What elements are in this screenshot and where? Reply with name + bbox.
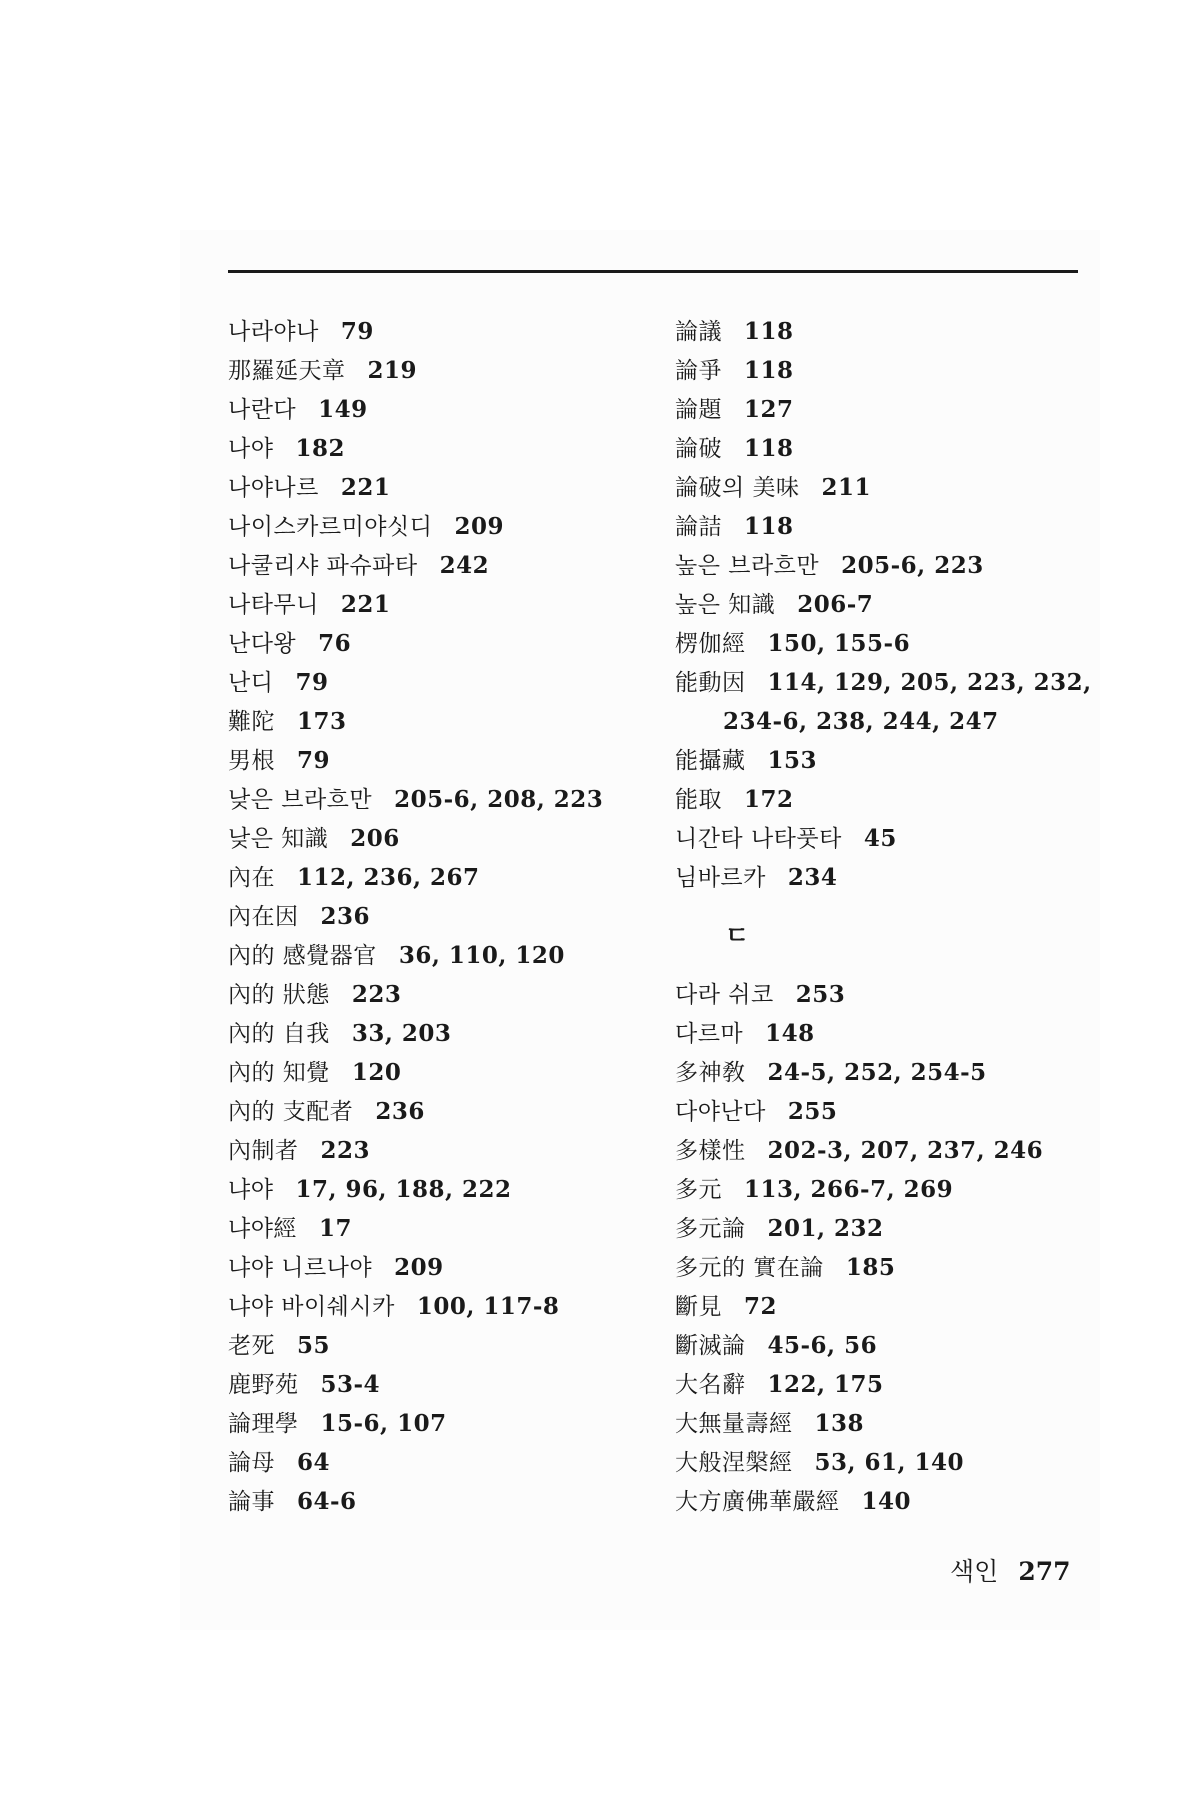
index-entry — [228, 1287, 648, 1326]
entry-pages: 36, 110, 120 — [398, 942, 565, 969]
entry-term: 內在 — [228, 865, 275, 891]
entry-pages: 45-6, 56 — [767, 1332, 878, 1359]
index-entry — [675, 1014, 1095, 1053]
entry-term: 多元論 — [675, 1216, 746, 1242]
index-entry — [228, 1053, 648, 1092]
index-entry — [228, 468, 648, 507]
index-entry — [675, 663, 1095, 702]
index-entry — [228, 780, 648, 819]
entry-term: 能動因 — [675, 670, 746, 696]
entry-term: 老死 — [228, 1333, 275, 1359]
entry-pages: 114, 129, 205, 223, 232, — [767, 669, 1092, 696]
entry-pages: 113, 266-7, 269 — [744, 1176, 954, 1203]
index-entry — [228, 1092, 648, 1131]
entry-term: 斷見 — [675, 1294, 722, 1320]
entry-pages: 112, 236, 267 — [297, 864, 480, 891]
index-entry — [675, 1326, 1095, 1365]
entry-pages: 221 — [340, 591, 391, 618]
entry-term: 多樣性 — [675, 1138, 746, 1164]
entry-term: 男根 — [228, 748, 275, 774]
index-entry — [675, 975, 1095, 1014]
entry-pages: 205-6, 223 — [841, 552, 984, 579]
index-entry — [228, 1170, 648, 1209]
index-entry — [228, 897, 648, 936]
entry-pages: 150, 155-6 — [767, 630, 911, 657]
index-column-right — [675, 312, 1095, 1521]
entry-term: 大無量壽經 — [675, 1411, 793, 1437]
section-heading: ㄷ — [725, 921, 750, 950]
index-entry — [675, 624, 1095, 663]
entry-term: 냐야 니르나야 — [228, 1255, 373, 1281]
entry-pages: 118 — [744, 318, 794, 345]
entry-term: 論破 — [675, 436, 722, 462]
index-entry — [675, 1131, 1095, 1170]
index-entry-continuation — [675, 702, 1095, 741]
entry-pages: 127 — [744, 396, 794, 423]
entry-term: 다라 쉬코 — [675, 982, 774, 1008]
entry-term: 那羅延天章 — [228, 358, 346, 384]
page-number: 277 — [1018, 1557, 1071, 1586]
entry-pages: 205-6, 208, 223 — [394, 786, 604, 813]
entry-term: 나쿨리샤 파슈파타 — [228, 553, 418, 579]
entry-pages: 79 — [297, 747, 331, 774]
index-entry — [228, 1404, 648, 1443]
entry-term: 나란다 — [228, 397, 297, 423]
index-entry — [675, 780, 1095, 819]
index-entry — [228, 624, 648, 663]
entry-term: 님바르카 — [675, 865, 766, 891]
index-entry — [228, 1326, 648, 1365]
entry-pages: 118 — [744, 513, 794, 540]
entry-term: 論議 — [675, 319, 722, 345]
entry-term: 다르마 — [675, 1021, 744, 1047]
entry-term: 나라야나 — [228, 319, 319, 345]
entry-pages: 140 — [861, 1488, 912, 1515]
entry-pages: 79 — [295, 669, 329, 696]
index-entry — [228, 1131, 648, 1170]
entry-pages: 17, 96, 188, 222 — [295, 1176, 512, 1203]
index-entry — [228, 819, 648, 858]
index-entry — [228, 351, 648, 390]
entry-pages: 148 — [765, 1020, 815, 1047]
entry-pages: 45 — [863, 825, 897, 852]
entry-pages: 118 — [744, 357, 794, 384]
index-entry — [228, 975, 648, 1014]
index-entry — [228, 390, 648, 429]
index-entry — [675, 429, 1095, 468]
entry-pages: 33, 203 — [351, 1020, 452, 1047]
index-entry — [228, 936, 648, 975]
entry-term: 楞伽經 — [675, 631, 746, 657]
entry-pages: 138 — [814, 1410, 865, 1437]
entry-pages: 209 — [394, 1254, 444, 1281]
entry-pages: 236 — [320, 903, 371, 930]
entry-pages: 55 — [297, 1332, 331, 1359]
entry-pages: 172 — [744, 786, 794, 813]
entry-term: 難陀 — [228, 709, 275, 735]
index-entry — [228, 429, 648, 468]
index-entry — [675, 1482, 1095, 1521]
entry-pages: 206-7 — [797, 591, 874, 618]
entry-pages: 219 — [367, 357, 418, 384]
entry-term: 大方廣佛華嚴經 — [675, 1489, 840, 1515]
entry-term: 냐야 바이쉐시카 — [228, 1294, 395, 1320]
index-entry — [675, 1209, 1095, 1248]
entry-term: 內的 支配者 — [228, 1099, 354, 1125]
entry-term: 多元的 實在論 — [675, 1255, 824, 1281]
index-entry — [675, 390, 1095, 429]
index-entry — [228, 507, 648, 546]
index-entry — [675, 507, 1095, 546]
entry-pages: 209 — [454, 513, 504, 540]
index-entry — [228, 1248, 648, 1287]
entry-term: 大名辭 — [675, 1372, 746, 1398]
entry-pages: 255 — [787, 1098, 838, 1125]
header-rule — [228, 270, 1078, 273]
entry-pages: 221 — [340, 474, 391, 501]
entry-term: 낮은 브라흐만 — [228, 787, 373, 813]
entry-pages: 64-6 — [297, 1488, 357, 1515]
entry-term: 나이스카르미야싯디 — [228, 514, 433, 540]
entry-pages: 242 — [439, 552, 490, 579]
entry-pages: 153 — [767, 747, 818, 774]
index-column-left — [228, 312, 648, 1521]
entry-pages: 253 — [795, 981, 846, 1008]
entry-term: 論題 — [675, 397, 722, 423]
entry-pages: 206 — [350, 825, 400, 852]
entry-pages: 202-3, 207, 237, 246 — [767, 1137, 1044, 1164]
entry-pages: 24-5, 252, 254-5 — [767, 1059, 987, 1086]
entry-term: 論事 — [228, 1489, 275, 1515]
index-entry — [675, 1092, 1095, 1131]
entry-pages: 120 — [351, 1059, 402, 1086]
index-entry — [228, 1482, 648, 1521]
entry-term: 論爭 — [675, 358, 722, 384]
entry-term: 난디 — [228, 670, 274, 696]
index-entry — [228, 1365, 648, 1404]
entry-pages: 53-4 — [320, 1371, 381, 1398]
index-entry — [675, 1443, 1095, 1482]
entry-term: 內的 自我 — [228, 1021, 330, 1047]
page-footer — [950, 1552, 1071, 1588]
entry-pages: 79 — [340, 318, 374, 345]
entry-pages: 173 — [297, 708, 347, 735]
index-entry — [675, 1287, 1095, 1326]
entry-term: 論母 — [228, 1450, 275, 1476]
entry-pages: 122, 175 — [767, 1371, 884, 1398]
index-entry — [675, 351, 1095, 390]
entry-term: 論詰 — [675, 514, 722, 540]
entry-term: 斷滅論 — [675, 1333, 746, 1359]
index-entry — [228, 858, 648, 897]
entry-term: 높은 브라흐만 — [675, 553, 820, 579]
entry-pages: 15-6, 107 — [320, 1410, 447, 1437]
entry-pages: 185 — [845, 1254, 896, 1281]
index-entry — [675, 1365, 1095, 1404]
entry-term: 多神敎 — [675, 1060, 746, 1086]
index-entry — [228, 1209, 648, 1248]
entry-term: 論理學 — [228, 1411, 299, 1437]
entry-term: 內在因 — [228, 904, 299, 930]
entry-term: 냐야經 — [228, 1216, 297, 1242]
entry-pages: 223 — [351, 981, 402, 1008]
index-entry — [675, 741, 1095, 780]
entry-term: 內的 狀態 — [228, 982, 330, 1008]
index-entry — [228, 1443, 648, 1482]
entry-term: 內的 知覺 — [228, 1060, 330, 1086]
entry-pages: 182 — [295, 435, 345, 462]
entry-pages: 201, 232 — [767, 1215, 884, 1242]
index-entry — [228, 585, 648, 624]
index-entry — [675, 1170, 1095, 1209]
entry-term: 鹿野苑 — [228, 1372, 299, 1398]
entry-term: 內的 感覺器官 — [228, 943, 377, 969]
entry-pages: 17 — [318, 1215, 352, 1242]
index-entry — [675, 858, 1095, 897]
entry-term: 난다왕 — [228, 631, 297, 657]
entry-term: 나야 — [228, 436, 274, 462]
entry-term: 能攝藏 — [675, 748, 746, 774]
entry-term: 다야난다 — [675, 1099, 766, 1125]
entry-term: 니간타 나타풋타 — [675, 826, 842, 852]
index-entry — [675, 546, 1095, 585]
index-entry — [675, 1248, 1095, 1287]
entry-pages: 118 — [744, 435, 794, 462]
entry-pages: 223 — [320, 1137, 371, 1164]
index-entry — [675, 1404, 1095, 1443]
index-entry — [228, 312, 648, 351]
index-entry — [675, 468, 1095, 507]
entry-term: 높은 知識 — [675, 592, 776, 618]
index-entry — [675, 1053, 1095, 1092]
entry-pages: 149 — [318, 396, 368, 423]
index-entry — [228, 702, 648, 741]
entry-term: 냐야 — [228, 1177, 274, 1203]
entry-pages: 234 — [787, 864, 838, 891]
index-entry — [675, 819, 1095, 858]
index-entry — [675, 585, 1095, 624]
index-entry — [675, 312, 1095, 351]
footer-label: 색인 — [950, 1557, 999, 1586]
entry-pages: 53, 61, 140 — [814, 1449, 965, 1476]
entry-term: 낮은 知識 — [228, 826, 329, 852]
entry-term: 論破의 美味 — [675, 475, 800, 501]
index-entry — [228, 741, 648, 780]
entry-term: 多元 — [675, 1177, 722, 1203]
entry-term: 나타무니 — [228, 592, 319, 618]
index-entry — [228, 1014, 648, 1053]
entry-pages: 76 — [318, 630, 352, 657]
entry-pages: 234-6, 238, 244, 247 — [723, 708, 999, 735]
entry-pages: 64 — [297, 1449, 331, 1476]
entry-term: 內制者 — [228, 1138, 299, 1164]
index-entry — [228, 663, 648, 702]
entry-pages: 72 — [744, 1293, 778, 1320]
entry-pages: 211 — [821, 474, 872, 501]
entry-term: 能取 — [675, 787, 722, 813]
index-entry — [228, 546, 648, 585]
entry-pages: 100, 117-8 — [416, 1293, 560, 1320]
entry-pages: 236 — [375, 1098, 425, 1125]
entry-term: 나야나르 — [228, 475, 319, 501]
entry-term: 大般涅槃經 — [675, 1450, 793, 1476]
